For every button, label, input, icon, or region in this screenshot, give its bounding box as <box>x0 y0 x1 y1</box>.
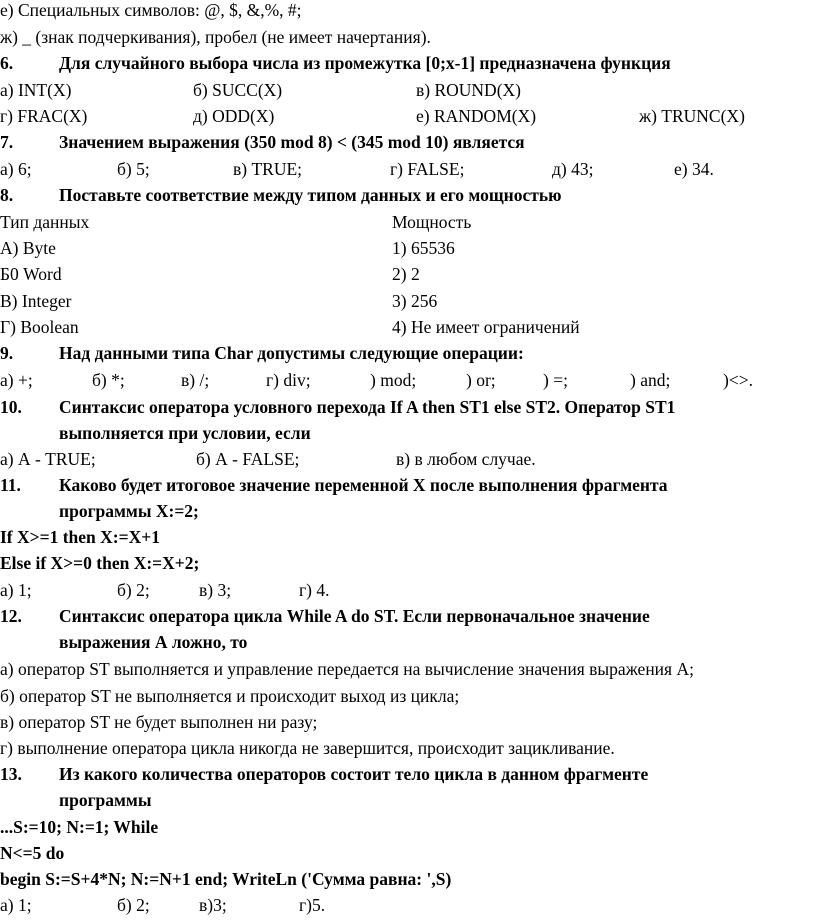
answer-option: б) оператор ST не выполняется и происходит выход из цикла; <box>0 686 460 706</box>
answer-option: е) RANDOM(X) <box>416 106 537 126</box>
question-number: 10. <box>0 397 22 417</box>
question-number: 7. <box>0 132 14 152</box>
question-text: Каково будет итоговое значение переменной Х после выполнения фрагмента <box>59 475 668 495</box>
data-power: 3) 256 <box>392 291 438 311</box>
answer-option: )<>. <box>723 370 753 390</box>
answer-option: а) А - TRUE; <box>0 449 96 469</box>
answer-option: а) 1; <box>0 580 32 600</box>
question-number: 9. <box>0 343 14 363</box>
answer-option: б) 5; <box>117 159 150 179</box>
answer-option: ) =; <box>543 370 568 390</box>
question-text: программы <box>59 790 152 810</box>
question-6 <box>0 50 816 76</box>
question-9 <box>0 340 816 366</box>
q6-options-row-1 <box>0 77 816 103</box>
q6-options-row-2 <box>0 103 816 129</box>
answer-option: ж) TRUNC(X) <box>639 106 745 126</box>
question-number: 13. <box>0 764 22 784</box>
answer-option: ) or; <box>466 370 496 390</box>
answer-option: г) 4. <box>299 580 330 600</box>
answer-option: г) выполнение оператора цикла никогда не завершится, происходит зацикливание. <box>0 738 615 758</box>
answer-option: а) 1; <box>0 895 32 915</box>
answer-option: б) *; <box>92 370 125 390</box>
q8-row <box>0 288 816 314</box>
question-8 <box>0 182 816 208</box>
question-text: Над данными типа Char допустимы следующие операции: <box>59 343 524 363</box>
question-text: Из какого количества операторов состоит тело цикла в данном фрагменте <box>59 764 649 784</box>
data-power: 1) 65536 <box>392 238 455 258</box>
answer-option: в) ROUND(X) <box>416 80 521 100</box>
code-line: N<=5 do <box>0 843 65 863</box>
answer-option: в) оператор ST не будет выполнен ни разу; <box>0 712 318 732</box>
question-12 <box>0 603 816 629</box>
question-7 <box>0 129 816 155</box>
answer-option: б) SUCC(X) <box>193 80 283 100</box>
special-chars-line: е) Специальных символов: @, $, &,%, #; <box>0 0 302 20</box>
answer-option: д) ODD(X) <box>193 106 275 126</box>
answer-option: в) /; <box>181 370 210 390</box>
data-type: Б0 Word <box>0 264 62 284</box>
question-11 <box>0 472 816 498</box>
answer-option: а) INT(X) <box>0 80 72 100</box>
question-11-cont <box>0 498 816 524</box>
q8-row <box>0 261 816 287</box>
q13-options <box>0 892 816 918</box>
data-type: А) Byte <box>0 238 56 258</box>
underscore-line: ж) _ (знак подчеркивания), пробел (не имеет начертания). <box>0 27 431 47</box>
question-text: Синтаксис оператора цикла While A do ST. Если первоначальное значение <box>59 606 650 626</box>
answer-option: е) 34. <box>674 159 714 179</box>
question-number: 12. <box>0 606 22 626</box>
q9-options <box>0 367 816 393</box>
question-text: Значением выражения (350 mod 8) < (345 mod 10) является <box>59 132 525 152</box>
question-text: Для случайного выбора числа из промежутка [0;x-1] предназначена функция <box>59 53 671 73</box>
column-header-type: Тип данных <box>0 212 90 232</box>
code-line: If X>=1 then X:=X+1 <box>0 527 160 547</box>
q8-row <box>0 314 816 340</box>
q10-options <box>0 446 816 472</box>
answer-option: б) 2; <box>117 580 150 600</box>
code-line: ...S:=10; N:=1; While <box>0 817 159 837</box>
answer-option: г)5. <box>299 895 326 915</box>
q11-options <box>0 577 816 603</box>
answer-option: а) 6; <box>0 159 32 179</box>
answer-option: б) А - FALSE; <box>196 449 300 469</box>
question-text: Поставьте соответствие между типом данных и его мощностью <box>59 185 562 205</box>
question-text: Синтаксис оператора условного перехода If A then ST1 else ST2. Оператор ST1 <box>59 397 676 417</box>
data-power: 4) Не имеет ограничений <box>392 317 580 337</box>
data-type: Г) Boolean <box>0 317 79 337</box>
question-10 <box>0 394 816 420</box>
question-text: выполняется при условии, если <box>59 423 311 443</box>
answer-option: в)3; <box>199 895 227 915</box>
q8-header-row <box>0 209 816 235</box>
question-13 <box>0 761 816 787</box>
data-power: 2) 2 <box>392 264 420 284</box>
answer-option: в) в любом случае. <box>396 449 536 469</box>
question-number: 8. <box>0 185 14 205</box>
answer-option: в) TRUE; <box>233 159 303 179</box>
question-10-cont <box>0 420 816 446</box>
answer-option: а) +; <box>0 370 33 390</box>
question-number: 11. <box>0 475 21 495</box>
answer-option: г) FALSE; <box>390 159 465 179</box>
question-12-cont <box>0 629 816 655</box>
answer-option: г) FRAC(X) <box>0 106 88 126</box>
answer-option: д) 43; <box>552 159 594 179</box>
answer-option: ) mod; <box>370 370 417 390</box>
code-line: begin S:=S+4*N; N:=N+1 end; WriteLn ('Сумма равна: ',S) <box>0 869 452 889</box>
question-13-cont <box>0 787 816 813</box>
answer-option: б) 2; <box>117 895 150 915</box>
code-line: Else if X>=0 then X:=X+2; <box>0 553 200 573</box>
q8-row <box>0 235 816 261</box>
question-number: 6. <box>0 53 14 73</box>
q7-options <box>0 156 816 182</box>
answer-option: в) 3; <box>199 580 232 600</box>
question-text: выражения А ложно, то <box>59 632 248 652</box>
column-header-power: Мощность <box>392 212 472 232</box>
answer-option: г) div; <box>266 370 311 390</box>
answer-option: а) оператор ST выполняется и управление передается на вычисление значения выражения А; <box>0 659 694 679</box>
data-type: В) Integer <box>0 291 72 311</box>
question-text: программы X:=2; <box>59 501 199 521</box>
answer-option: ) and; <box>630 370 671 390</box>
